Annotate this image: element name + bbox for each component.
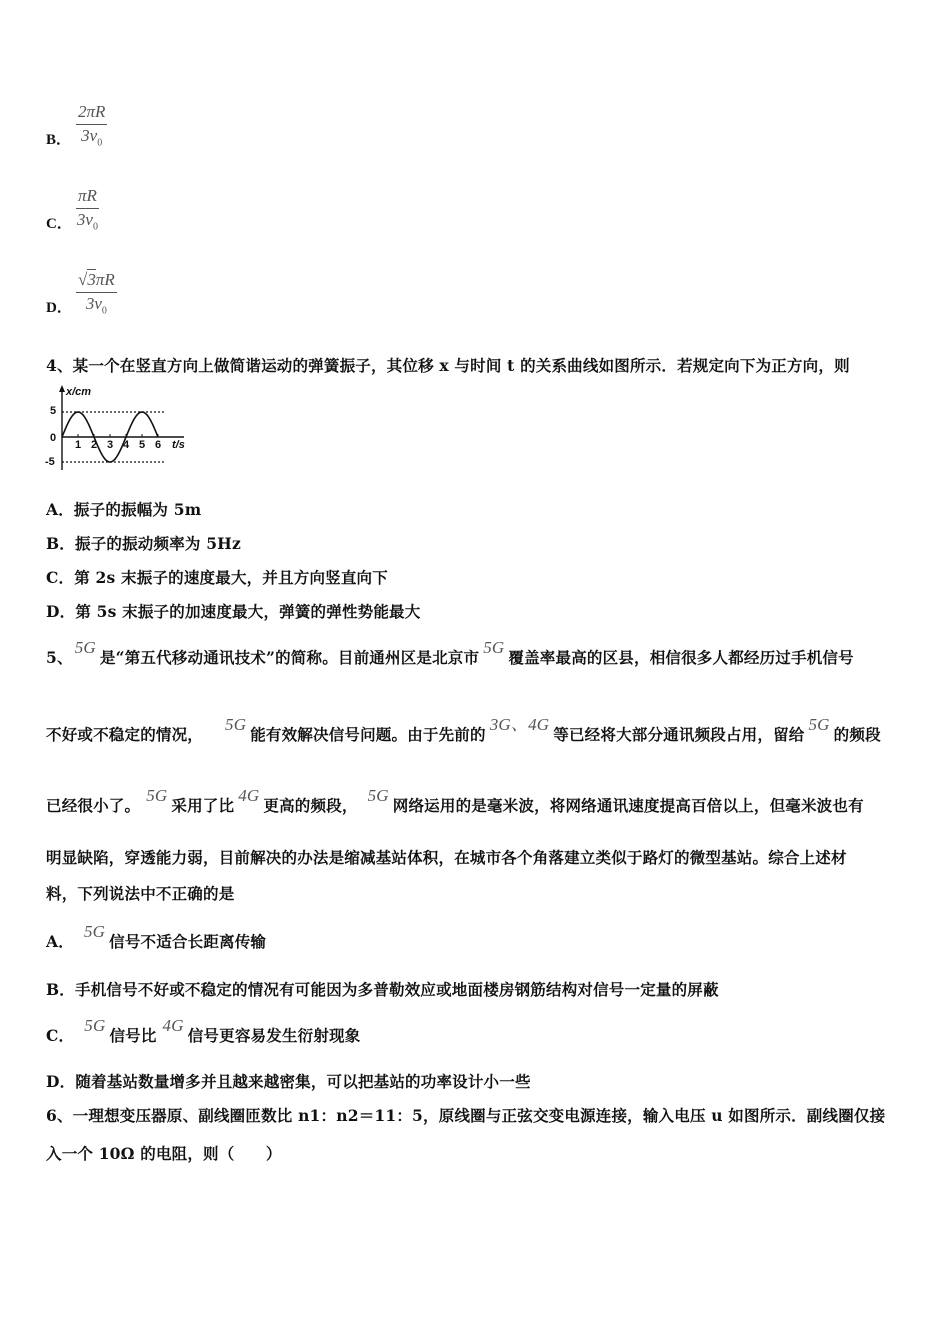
q5-4g-term: 4G bbox=[238, 786, 260, 805]
option-c-subscript: 0 bbox=[92, 221, 98, 233]
q5-line-2 bbox=[46, 715, 881, 745]
q5-option-d: D．随着基站数量增多并且越来越密集，可以把基站的功率设计小一些 bbox=[46, 1072, 531, 1091]
option-b-numerator: 2πR bbox=[76, 102, 107, 125]
q5-text-3a: 已经很小了。 bbox=[46, 796, 141, 815]
q5-line-3 bbox=[46, 786, 864, 816]
q5-line-1 bbox=[46, 638, 854, 668]
option-d-numerator: πR bbox=[95, 270, 115, 289]
y-axis-label: x/cm bbox=[66, 386, 92, 398]
q5-option-c-label: C． bbox=[46, 1026, 75, 1045]
y-tick-max: 5 bbox=[50, 405, 57, 417]
q5-4g-term: 4G bbox=[162, 1016, 184, 1035]
option-d-denominator: 3v bbox=[85, 294, 102, 313]
x-tick-label: 1 bbox=[75, 439, 82, 451]
q6-line-2: 入一个 10Ω 的电阻，则（ ） bbox=[46, 1144, 282, 1163]
q6-line-1: 6、一理想变压器原、副线圈匝数比 n1：n2＝11：5，原线圈与正弦交变电源连接，输入电压 u 如图所示．副线圈仅接 bbox=[46, 1106, 886, 1125]
x-tick-label: 6 bbox=[155, 439, 162, 451]
sqrt-icon: √ bbox=[78, 270, 88, 289]
q5-5g-term: 5G bbox=[74, 638, 96, 657]
q5-number: 5、 bbox=[46, 648, 73, 667]
x-tick-label: 5 bbox=[139, 439, 146, 451]
q4-displacement-chart bbox=[44, 382, 204, 474]
q4-stem: 4、某一个在竖直方向上做简谐运动的弹簧振子，其位移 x 与时间 t 的关系曲线如图所示．若规定向下为正方向，则 bbox=[46, 356, 850, 375]
option-d-subscript: 0 bbox=[101, 305, 107, 317]
q5-5g-term: 5G bbox=[146, 786, 168, 805]
q5-option-b: B．手机信号不好或不稳定的情况有可能因为多普勒效应或地面楼房钢筋结构对信号一定量的屏蔽 bbox=[46, 980, 719, 999]
option-c-numerator: πR bbox=[76, 186, 99, 209]
q5-text-2b: 能有效解决信号问题。由于先前的 bbox=[250, 725, 486, 744]
y-axis-arrow-icon bbox=[59, 385, 65, 392]
x-tick-label: 3 bbox=[107, 439, 114, 451]
option-b-label: B． bbox=[46, 132, 72, 148]
option-b-formula bbox=[76, 102, 107, 148]
q5-option-a-label: A． bbox=[46, 932, 74, 951]
q5-5g-term: 5G bbox=[367, 786, 389, 805]
q5-3g4g-term: 3G、4G bbox=[489, 715, 550, 734]
option-b-denominator: 3v bbox=[81, 126, 98, 145]
q5-5g-term: 5G bbox=[483, 638, 505, 657]
q5-option-c bbox=[46, 1016, 361, 1046]
q5-5g-term: 5G bbox=[83, 922, 106, 941]
q4-option-a: A．振子的振幅为 5m bbox=[46, 500, 202, 519]
option-d-root: 3 bbox=[87, 270, 96, 289]
q5-option-a bbox=[46, 922, 267, 952]
origin-label: 0 bbox=[50, 432, 57, 444]
q5-text-3b: 采用了比 bbox=[171, 796, 235, 815]
q5-text-1a: 是“第五代移动通讯技术”的简称。目前通州区是北京市 bbox=[99, 648, 480, 667]
q5-line-5: 料，下列说法中不正确的是 bbox=[46, 884, 235, 903]
option-d-formula bbox=[76, 270, 117, 316]
q5-option-c-end: 信号更容易发生衍射现象 bbox=[187, 1026, 361, 1045]
q5-text-3c: 更高的频段， bbox=[263, 796, 358, 815]
q5-5g-term: 5G bbox=[84, 1016, 106, 1035]
q4-option-d: D．第 5s 末振子的加速度最大，弹簧的弹性势能最大 bbox=[46, 602, 421, 621]
q5-text-1b: 覆盖率最高的区县，相信很多人都经历过手机信号 bbox=[508, 648, 854, 667]
q5-line-4: 明显缺陷，穿透能力弱，目前解决的办法是缩减基站体积，在城市各个角落建立类似于路灯的微型基站。综合上述材 bbox=[46, 848, 847, 867]
x-tick-label: 2 bbox=[91, 439, 98, 451]
option-c-denominator: 3v bbox=[76, 210, 93, 229]
x-axis-label: t/s bbox=[172, 439, 185, 451]
option-b-subscript: 0 bbox=[97, 137, 103, 149]
q4-option-c: C．第 2s 末振子的速度最大，并且方向竖直向下 bbox=[46, 568, 388, 587]
x-tick-label: 4 bbox=[123, 439, 130, 451]
q5-text-2a: 不好或不稳定的情况， bbox=[46, 725, 204, 744]
y-tick-min: -5 bbox=[45, 456, 55, 468]
q5-option-c-mid: 信号比 bbox=[109, 1026, 157, 1045]
option-d-label: D． bbox=[46, 300, 72, 316]
q5-5g-term: 5G bbox=[808, 715, 830, 734]
q5-text-2c: 等已经将大部分通讯频段占用，留给 bbox=[553, 725, 805, 744]
q5-text-3d: 网络运用的是毫米波，将网络通讯速度提高百倍以上，但毫米波也有 bbox=[392, 796, 864, 815]
q5-5g-term: 5G bbox=[225, 715, 247, 734]
option-c-label: C． bbox=[46, 216, 72, 232]
q5-text-2d: 的频段 bbox=[833, 725, 881, 744]
q5-option-a-text: 信号不适合长距离传输 bbox=[109, 932, 267, 951]
q4-option-b: B．振子的振动频率为 5Hz bbox=[46, 534, 242, 553]
option-c-formula bbox=[76, 186, 99, 232]
